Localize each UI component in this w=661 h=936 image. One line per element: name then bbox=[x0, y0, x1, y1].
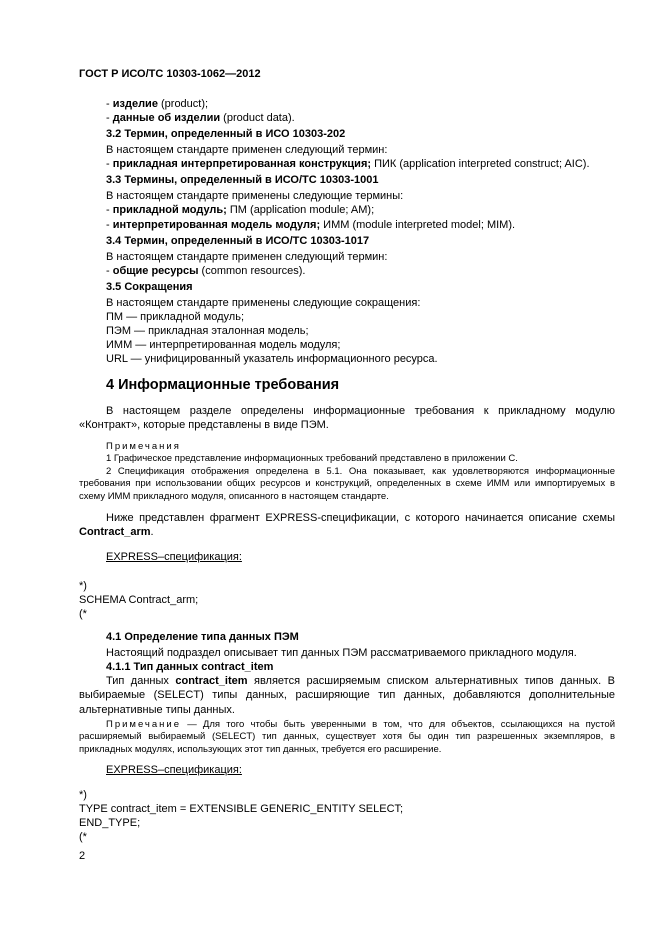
code-line: TYPE contract_item = EXTENSIBLE GENERIC_ENTITY SELECT; bbox=[79, 803, 404, 815]
code-line: (* bbox=[79, 831, 87, 843]
section-3-3-intro: В настоящем стандарте применены следующие термины: bbox=[106, 190, 404, 202]
section-4-1-1-paragraph: Тип данных contract_item является расширяемым списком альтернативных типов данных. В выбираемые (SELECT) типы данных, расширяющие тип данных, добавляются дополнительные альтернативные типы данных. bbox=[79, 675, 615, 716]
section-4-heading: 4 Информационные требования bbox=[106, 377, 340, 393]
abbreviation-item: URL — унифицированный указатель информационного ресурса. bbox=[106, 353, 438, 365]
term-item: - интерпретированная модель модуля; ИММ (module interpreted model; MIM). bbox=[106, 219, 516, 231]
section-3-2-intro: В настоящем стандарте применен следующий термин: bbox=[106, 144, 388, 156]
term-item: - общие ресурсы (common resources). bbox=[106, 265, 306, 277]
section-4-1-paragraph: Настоящий подраздел описывает тип данных ПЭМ рассматриваемого прикладного модуля. bbox=[106, 647, 577, 659]
abbreviation-item: ПЭМ — прикладная эталонная модель; bbox=[106, 325, 309, 337]
express-intro: Ниже представлен фрагмент EXPRESS-спецификации, с которого начинается описание схемы Contract_arm. bbox=[79, 512, 615, 539]
section-4-1-1-heading: 4.1.1 Тип данных contract_item bbox=[106, 661, 274, 673]
abbreviation-item: ИММ — интерпретированная модель модуля; bbox=[106, 339, 341, 351]
code-line: *) bbox=[79, 789, 87, 801]
term-item: - прикладной модуль; ПМ (application module; AM); bbox=[106, 204, 375, 216]
term-item: - данные об изделии (product data). bbox=[106, 112, 295, 124]
abbreviation-item: ПМ — прикладной модуль; bbox=[106, 311, 245, 323]
code-line: (* bbox=[79, 608, 87, 620]
section-4-1-heading: 4.1 Определение типа данных ПЭМ bbox=[106, 631, 299, 643]
note-label: Примечание bbox=[106, 719, 181, 730]
section-3-2-heading: 3.2 Термин, определенный в ИСО 10303-202 bbox=[106, 128, 346, 140]
code-line: SCHEMA Contract_arm; bbox=[79, 594, 199, 606]
note-item: 1 Графическое представление информационных требований представлено в приложении С. bbox=[106, 453, 518, 465]
section-4-notes bbox=[79, 441, 615, 503]
notes-label: Примечания bbox=[106, 441, 181, 452]
express-label: EXPRESS–спецификация: bbox=[106, 551, 242, 563]
express-label: EXPRESS–спецификация: bbox=[106, 764, 242, 776]
note-item: 2 Спецификация отображения определена в 5.1. Она показывает, как удовлетворяются информационные требования при использовании общих ресурсов и конструкций, определенных в схеме ИММ или импортируемых в схему ИММ прикладного модуля, описанного в настоящем стандарте. bbox=[79, 465, 615, 502]
code-line: *) bbox=[79, 580, 87, 592]
term-item: - изделие (product); bbox=[106, 98, 209, 110]
term-item: - прикладная интерпретированная конструкция; ПИК (application interpreted construct; AIC). bbox=[106, 158, 590, 170]
section-3-5-heading: 3.5 Сокращения bbox=[106, 281, 193, 293]
document-header: ГОСТ Р ИСО/ТС 10303-1062—2012 bbox=[79, 68, 261, 80]
code-line: END_TYPE; bbox=[79, 817, 141, 829]
section-3-4-intro: В настоящем стандарте применен следующий термин: bbox=[106, 251, 388, 263]
section-4-1-1-note: Примечание — Для того чтобы быть уверенными в том, что для объектов, ссылающихся на пустой расширяемый выбираемый (SELECT) тип данных, существует хотя бы один тип разрешенных экземпляров, в прикладных модулях, использующих этот тип данных, требуется его расширение. bbox=[79, 719, 615, 755]
section-3-5-intro: В настоящем стандарте применены следующие сокращения: bbox=[106, 297, 421, 309]
page-number: 2 bbox=[79, 850, 86, 862]
section-3-3-heading: 3.3 Термины, определенный в ИСО/ТС 10303-1001 bbox=[106, 174, 379, 186]
section-3-4-heading: 3.4 Термин, определенный в ИСО/ТС 10303-1017 bbox=[106, 235, 370, 247]
section-4-paragraph: В настоящем разделе определены информационные требования к прикладному модулю «Контракт», которые представлены в виде ПЭМ. bbox=[79, 405, 615, 432]
